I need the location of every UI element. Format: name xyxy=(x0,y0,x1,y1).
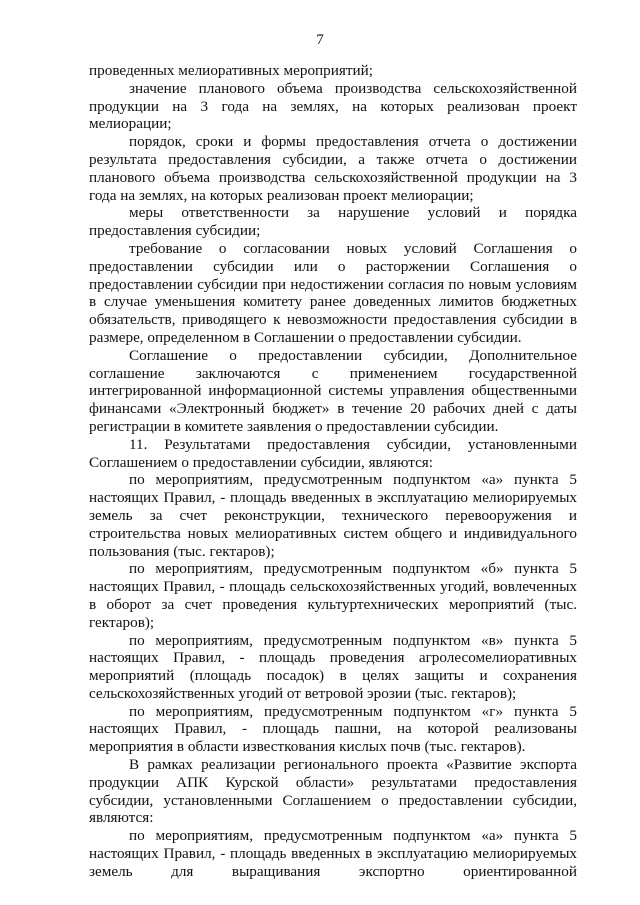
paragraph: проведенных мелиоративных мероприятий; xyxy=(89,62,373,79)
paragraph: по мероприятиям, предусмотренным подпунктом «а» пункта 5 настоящих Правил, - площадь введенных в эксплуатацию мелиорируемых земель для выращивания экспортно ориентированной xyxy=(89,827,577,880)
page-number: 7 xyxy=(316,32,324,48)
paragraph: В рамках реализации регионального проекта «Развитие экспорта продукции АПК Курской области» результатами предоставления субсидии, установленными Соглашением о предоставлении субсидии, являются: xyxy=(89,756,577,827)
paragraph: по мероприятиям, предусмотренным подпунктом «г» пункта 5 настоящих Правил, - площадь пашни, на которой реализованы мероприятия в области известкования кислых почв (тыс. гектаров). xyxy=(89,702,577,756)
paragraph: Соглашение о предоставлении субсидии, Дополнительное соглашение заключаются с применением государственной интегрированной информационной системы управления общественными финансами «Электронный бюджет» в течение 20 рабочих дней с даты регистрации в комитете заявления о предоставлении субсидии. xyxy=(89,346,577,435)
body-text xyxy=(89,62,577,881)
paragraph: 11. Результатами предоставления субсидии, установленными Соглашением о предоставлении субсидии, являются: xyxy=(89,435,577,471)
paragraph: требование о согласовании новых условий Соглашения о предоставлении субсидии или о расторжении Соглашения о предоставлении субсидии при недостижении согласия по новым условиям в случае уменьшения комитету ранее доведенных лимитов бюджетных обязательств, приводящего к невозможности предоставления субсидии в размере, определенном в Соглашении о предоставлении субсидии. xyxy=(89,239,577,346)
paragraph: порядок, сроки и формы предоставления отчета о достижении результата предоставления субсидии, а также отчета о достижении планового объема производства сельскохозяйственной продукции на 3 года на землях, на которых реализован проект мелиорации; xyxy=(89,133,577,204)
paragraph: по мероприятиям, предусмотренным подпунктом «б» пункта 5 настоящих Правил, - площадь сельскохозяйственных угодий, вовлеченных в оборот за счет проведения культуртехнических мероприятий (тыс. гектаров); xyxy=(89,560,577,631)
paragraph: по мероприятиям, предусмотренным подпунктом «а» пункта 5 настоящих Правил, - площадь введенных в эксплуатацию мелиорируемых земель за счет реконструкции, технического перевооружения и строительства новых мелиоративных систем общего и индивидуального пользования (тыс. гектаров); xyxy=(89,471,577,560)
paragraph: значение планового объема производства сельскохозяйственной продукции на 3 года на землях, на которых реализован проект мелиорации; xyxy=(89,79,577,133)
paragraph: меры ответственности за нарушение условий и порядка предоставления субсидии; xyxy=(89,204,577,240)
paragraph: по мероприятиям, предусмотренным подпунктом «в» пункта 5 настоящих Правил, - площадь проведения агролесомелиоративных мероприятий (площадь посадок) в целях защиты и сохранения сельскохозяйственных угодий от ветровой эрозии (тыс. гектаров); xyxy=(89,631,577,702)
